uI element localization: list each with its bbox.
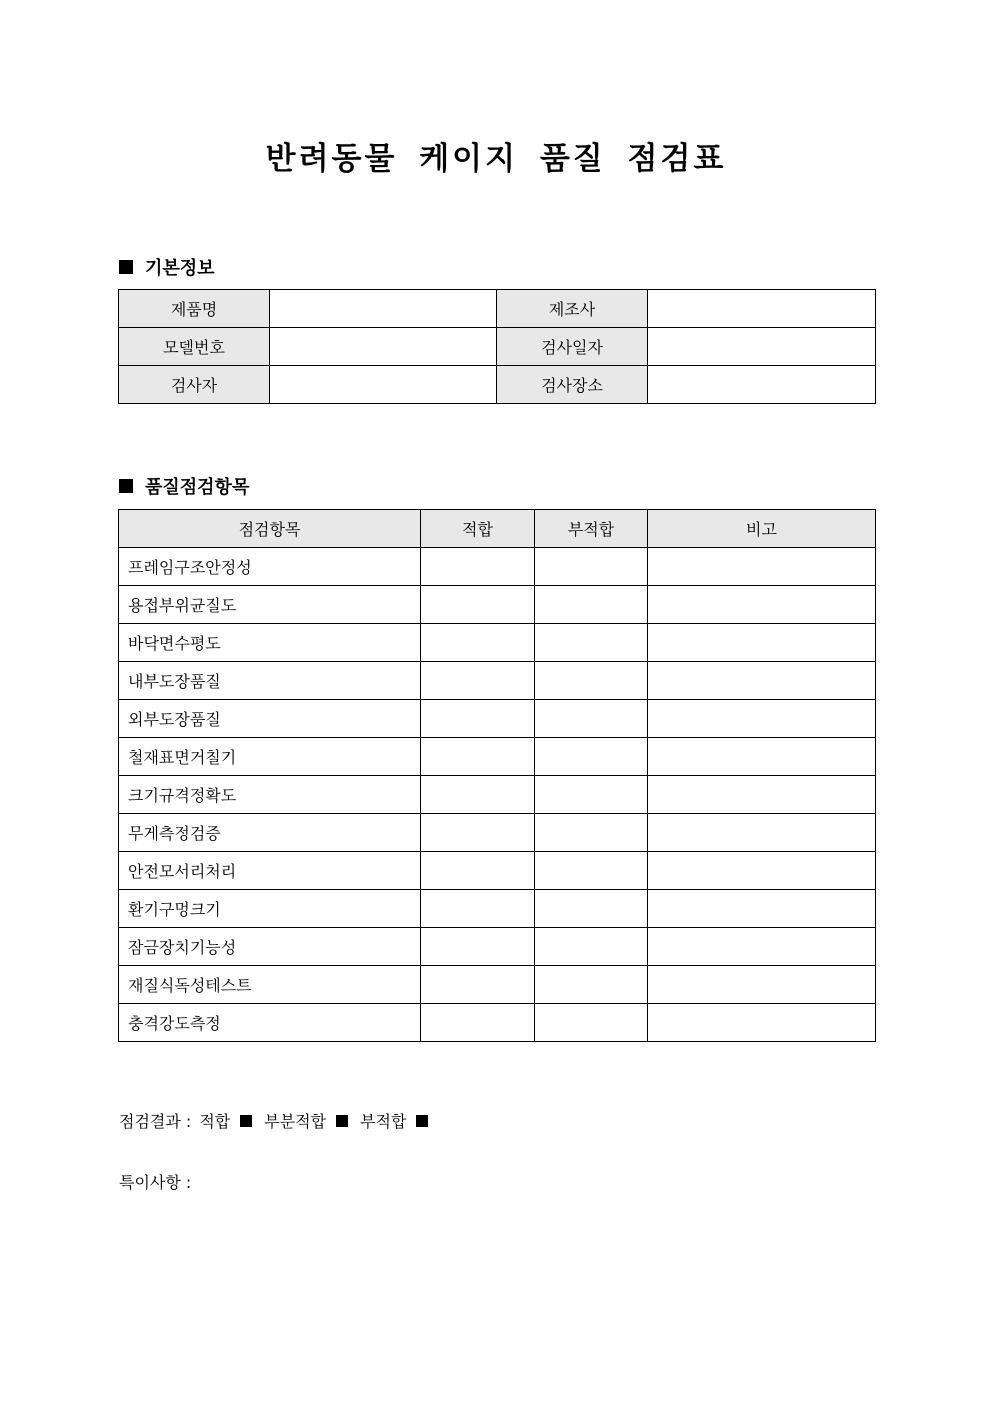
table-row — [119, 890, 876, 928]
pass-cell[interactable] — [421, 548, 535, 586]
square-bullet-icon — [119, 260, 133, 274]
checkbox-partial-icon[interactable] — [336, 1115, 348, 1127]
note-cell[interactable] — [648, 586, 876, 624]
table-row — [119, 700, 876, 738]
fail-cell[interactable] — [535, 1004, 648, 1042]
pass-cell[interactable] — [421, 586, 535, 624]
note-cell[interactable] — [648, 1004, 876, 1042]
column-header-pass: 적합 — [421, 510, 535, 548]
checkbox-pass-icon[interactable] — [240, 1115, 252, 1127]
column-header-fail: 부적합 — [535, 510, 648, 548]
table-row — [119, 624, 876, 662]
basic-info-table — [118, 289, 876, 404]
field-model-number[interactable] — [270, 328, 497, 366]
inspection-result-line — [119, 1109, 440, 1132]
pass-cell[interactable] — [421, 966, 535, 1004]
field-inspection-location[interactable] — [648, 366, 876, 404]
fail-cell[interactable] — [535, 928, 648, 966]
checkbox-fail-icon[interactable] — [416, 1115, 428, 1127]
note-cell[interactable] — [648, 776, 876, 814]
column-header-note: 비고 — [648, 510, 876, 548]
table-row — [119, 966, 876, 1004]
fail-cell[interactable] — [535, 776, 648, 814]
pass-cell[interactable] — [421, 700, 535, 738]
item-name: 크기규격정확도 — [119, 776, 421, 814]
item-name: 안전모서리처리 — [119, 852, 421, 890]
note-cell[interactable] — [648, 814, 876, 852]
fail-cell[interactable] — [535, 852, 648, 890]
table-header-row — [119, 510, 876, 548]
label-inspector: 검사자 — [119, 366, 270, 404]
field-product-name[interactable] — [270, 290, 497, 328]
note-cell[interactable] — [648, 966, 876, 1004]
square-bullet-icon — [119, 479, 133, 493]
note-cell[interactable] — [648, 662, 876, 700]
label-manufacturer: 제조사 — [497, 290, 648, 328]
note-cell[interactable] — [648, 852, 876, 890]
field-inspection-date[interactable] — [648, 328, 876, 366]
pass-cell[interactable] — [421, 928, 535, 966]
basic-info-heading-text: 기본정보 — [145, 258, 215, 279]
fail-cell[interactable] — [535, 624, 648, 662]
table-row — [119, 738, 876, 776]
table-row — [119, 928, 876, 966]
quality-items-heading-text: 품질점검항목 — [145, 477, 250, 498]
item-name: 충격강도측정 — [119, 1004, 421, 1042]
quality-items-table — [118, 509, 876, 1042]
note-cell[interactable] — [648, 928, 876, 966]
fail-cell[interactable] — [535, 890, 648, 928]
fail-cell[interactable] — [535, 662, 648, 700]
label-product-name: 제품명 — [119, 290, 270, 328]
table-row — [119, 662, 876, 700]
document-title: 반려동물 케이지 품질 점검표 — [265, 141, 727, 177]
field-manufacturer[interactable] — [648, 290, 876, 328]
pass-cell[interactable] — [421, 624, 535, 662]
fail-cell[interactable] — [535, 966, 648, 1004]
note-cell[interactable] — [648, 738, 876, 776]
result-option-fail: 부적합 — [360, 1112, 407, 1131]
result-option-partial: 부분적합 — [264, 1112, 327, 1131]
table-row — [119, 814, 876, 852]
quality-items-heading — [119, 473, 249, 499]
item-name: 프레임구조안정성 — [119, 548, 421, 586]
inspection-result-label: 점검결과 : — [119, 1112, 192, 1131]
fail-cell[interactable] — [535, 700, 648, 738]
table-row — [119, 1004, 876, 1042]
fail-cell[interactable] — [535, 548, 648, 586]
table-row — [119, 776, 876, 814]
basic-info-heading — [119, 254, 215, 280]
item-name: 재질식독성테스트 — [119, 966, 421, 1004]
pass-cell[interactable] — [421, 852, 535, 890]
basic-info-row — [119, 366, 876, 404]
note-cell[interactable] — [648, 624, 876, 662]
item-name: 용접부위균질도 — [119, 586, 421, 624]
item-name: 철재표면거칠기 — [119, 738, 421, 776]
table-row — [119, 586, 876, 624]
item-name: 무게측정검증 — [119, 814, 421, 852]
label-inspection-date: 검사일자 — [497, 328, 648, 366]
note-cell[interactable] — [648, 548, 876, 586]
pass-cell[interactable] — [421, 662, 535, 700]
item-name: 내부도장품질 — [119, 662, 421, 700]
fail-cell[interactable] — [535, 586, 648, 624]
pass-cell[interactable] — [421, 738, 535, 776]
item-name: 외부도장품질 — [119, 700, 421, 738]
remarks-line — [119, 1170, 191, 1193]
pass-cell[interactable] — [421, 814, 535, 852]
table-row — [119, 548, 876, 586]
table-row — [119, 852, 876, 890]
basic-info-row — [119, 328, 876, 366]
fail-cell[interactable] — [535, 814, 648, 852]
column-header-item: 점검항목 — [119, 510, 421, 548]
pass-cell[interactable] — [421, 776, 535, 814]
note-cell[interactable] — [648, 700, 876, 738]
pass-cell[interactable] — [421, 1004, 535, 1042]
pass-cell[interactable] — [421, 890, 535, 928]
basic-info-row — [119, 290, 876, 328]
label-inspection-location: 검사장소 — [497, 366, 648, 404]
label-model-number: 모델번호 — [119, 328, 270, 366]
fail-cell[interactable] — [535, 738, 648, 776]
result-option-pass: 적합 — [199, 1112, 231, 1131]
item-name: 잠금장치기능성 — [119, 928, 421, 966]
note-cell[interactable] — [648, 890, 876, 928]
item-name: 바닥면수평도 — [119, 624, 421, 662]
item-name: 환기구멍크기 — [119, 890, 421, 928]
remarks-label: 특이사항 : — [119, 1173, 192, 1192]
field-inspector[interactable] — [270, 366, 497, 404]
